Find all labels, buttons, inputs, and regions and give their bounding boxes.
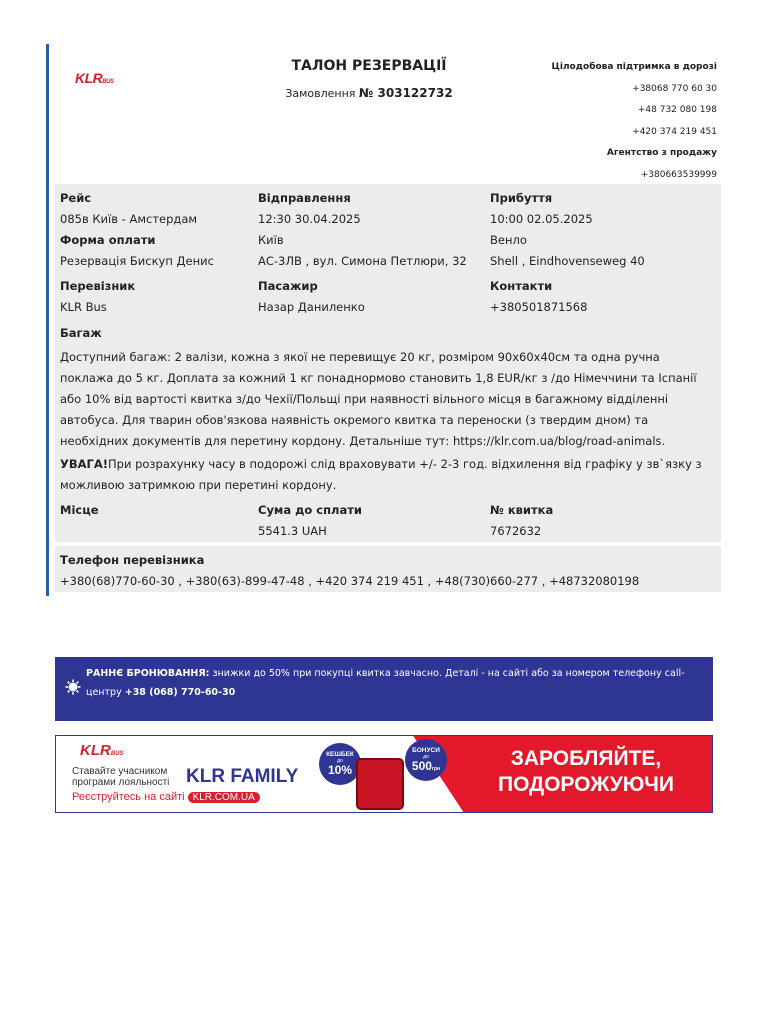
carrier-value: KLR Bus [60,300,107,314]
carrier-label: Перевізник [60,279,136,293]
suitcase-mascot-icon [356,758,404,810]
warning-text: При розрахунку часу в подорожі слід враховувати +/- 2-3 год. відхилення від графіку у зв`язку з можливою затримкою при перетині кордону. [60,457,702,492]
support-phone: +48 732 080 198 [637,105,717,115]
route-value: 085в Київ - Амстердам [60,212,198,226]
page-title: ТАЛОН РЕЗЕРВАЦІЇ [291,58,447,74]
support-contacts [552,57,717,186]
passenger-label: Пасажир [258,279,318,293]
support-title: Цілодобова підтримка в дорозі [551,62,717,72]
seat-label: Місце [60,503,99,517]
payment-label: Форма оплати [60,233,156,247]
baggage-label: Багаж [60,326,102,340]
banner-site-link[interactable]: KLR.COM.UA [188,792,260,803]
promo-text: РАННЄ БРОНЮВАННЯ: знижки до 50% при покупці квитка завчасно. Деталі - на сайті або за номером телефону call-центру +38 (068) 770-60-30 [86,668,685,698]
contacts-label: Контакти [490,279,553,293]
ticket-number-label: № квитка [490,503,554,517]
banner-slogan: ЗАРОБЛЯЙТЕ, ПОДОРОЖУЮЧИ [497,747,675,796]
amount-label: Сума до сплати [258,503,362,517]
arrival-city: Венло [490,233,527,247]
agency-phone: +380663539999 [640,169,717,180]
departure-city: Київ [258,233,284,247]
bonus-badge: БОНУСИ до 500грн [405,739,447,781]
klr-family-banner[interactable] [55,735,713,813]
payment-value: Резервація Бискуп Денис [60,254,214,268]
support-phone: +38068 770 60 30 [632,83,717,94]
contacts-value: +380501871568 [490,300,588,314]
klr-logo: KLRBUS [75,70,114,86]
warning-note [60,454,715,496]
baggage-text: Доступний багаж: 2 валізи, кожна з якої не перевищує 20 кг, розміром 90х60х40см та одна ручна поклажа до 5 кг. Доплата за кожний 1 кг понаднормово становить 1,8 EUR/кг з /до Німеччини та Іспанії або 10% від вартості квитка з/до Чехії/Польщі при наявності вільного місця в багажному відділенні автобуса. Для тварин обов'язкова наявність окремого квитка та переноски (з твердим дном) та необхідних документів для перетину кордону. Детальніше тут: https://klr.com.ua/blog/road-animals. [60,350,697,448]
ticket-number-value: 7672632 [490,524,542,538]
banner-family-title: KLR FAMILY [186,766,299,787]
carrier-phone-label: Телефон перевізника [60,553,205,567]
banner-register: Реєструйтесь на сайті KLR.COM.UA [72,791,260,803]
passenger-value: Назар Даниленко [258,300,365,314]
reservation-ticket [46,44,721,596]
early-booking-promo [55,657,713,721]
arrival-label: Прибуття [490,191,553,205]
banner-loyalty-text: Ставайте учасником програми лояльності [72,766,170,788]
route-label: Рейс [60,191,92,205]
carrier-phone-value: +380(68)770-60-30 , +380(63)-899-47-48 , +420 374 219 451 , +48(730)660-277 , +48732080198 [60,574,640,588]
support-phone: +420 374 219 451 [632,126,717,137]
order-number: Замовлення № 303122732 [285,86,453,100]
sun-icon [65,679,81,695]
cashback-badge: КЕШБЕК до 10% [319,743,361,785]
warning-label: УВАГА! [60,457,109,471]
trip-details [55,184,721,542]
klr-logo: KLRBUS [80,742,124,759]
arrival-value: 10:00 02.05.2025 [490,212,593,226]
carrier-phones [55,546,721,592]
departure-address: АС-3ЛВ , вул. Симона Петлюри, 32 [258,254,467,268]
departure-label: Відправлення [258,191,351,205]
amount-value: 5541.3 UAH [258,524,327,538]
agency-title: Агентство з продажу [606,148,717,158]
arrival-address: Shell , Eindhovenseweg 40 [490,254,645,268]
departure-value: 12:30 30.04.2025 [258,212,361,226]
